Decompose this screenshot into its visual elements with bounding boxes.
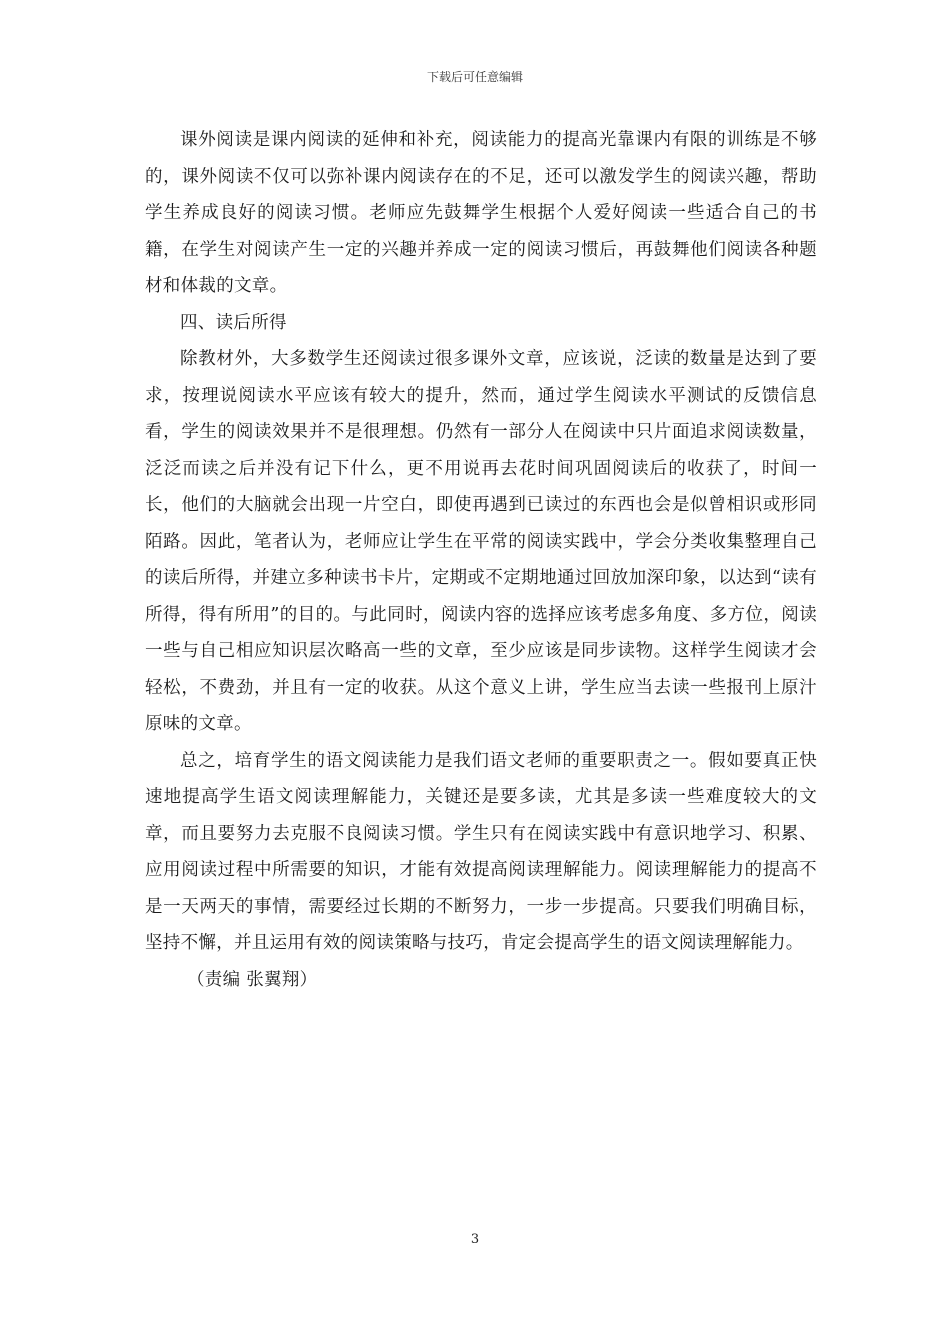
page-header: 下载后可任意编辑 <box>426 70 523 84</box>
section-heading-reading-gains: 四、读后所得 <box>180 312 287 333</box>
editor-credit: （责编 张翼翔） <box>187 969 318 990</box>
document-body <box>145 122 817 998</box>
paragraph-reading-gains: 除教材外，大多数学生还阅读过很多课外文章，应该说，泛读的数量是达到了要求，按理说阅读水平应该有较大的提升，然而，通过学生阅读水平测试的反馈信息看，学生的阅读效果并不是很理想。仍然有一部分人在阅读中只片面追求阅读数量，泛泛而读之后并没有记下什么，更不用说再去花时间巩固阅读后的收获了，时间一长，他们的大脑就会出现一片空白，即使再遇到已读过的东西也会是似曾相识或形同陌路。因此，笔者认为，老师应让学生在平常的阅读实践中，学会分类收集整理自己的读后所得，并建立多种读书卡片，定期或不定期地通过回放加深印象，以达到“读有所得，得有所用”的目的。与此同时，阅读内容的选择应该考虑多角度、多方位，阅读一些与自己相应知识层次略高一些的文章，至少应该是同步读物。这样学生阅读才会轻松，不费劲，并且有一定的收获。从这个意义上讲，学生应当去读一些报刊上原汁原味的文章。 <box>145 349 817 734</box>
paragraph-conclusion: 总之，培育学生的语文阅读能力是我们语文老师的重要职责之一。假如要真正快速地提高学生语文阅读理解能力，关键还是要多读，尤其是多读一些难度较大的文章，而且要努力去克服不良阅读习惯。学生只有在阅读实践中有意识地学习、积累、应用阅读过程中所需要的知识，才能有效提高阅读理解能力。阅读理解能力的提高不是一天两天的事情，需要经过长期的不断努力，一步一步提高。只要我们明确目标，坚持不懈，并且运用有效的阅读策略与技巧，肯定会提高学生的语文阅读理解能力。 <box>145 750 817 953</box>
page-number: 3 <box>470 1232 480 1247</box>
paragraph-extracurricular-reading: 课外阅读是课内阅读的延伸和补充，阅读能力的提高光靠课内有限的训练是不够的，课外阅读不仅可以弥补课内阅读存在的不足，还可以激发学生的阅读兴趣，帮助学生养成良好的阅读习惯。老师应先鼓舞学生根据个人爱好阅读一些适合自己的书籍，在学生对阅读产生一定的兴趣并养成一定的阅读习惯后，再鼓舞他们阅读各种题材和体裁的文章。 <box>145 130 817 296</box>
